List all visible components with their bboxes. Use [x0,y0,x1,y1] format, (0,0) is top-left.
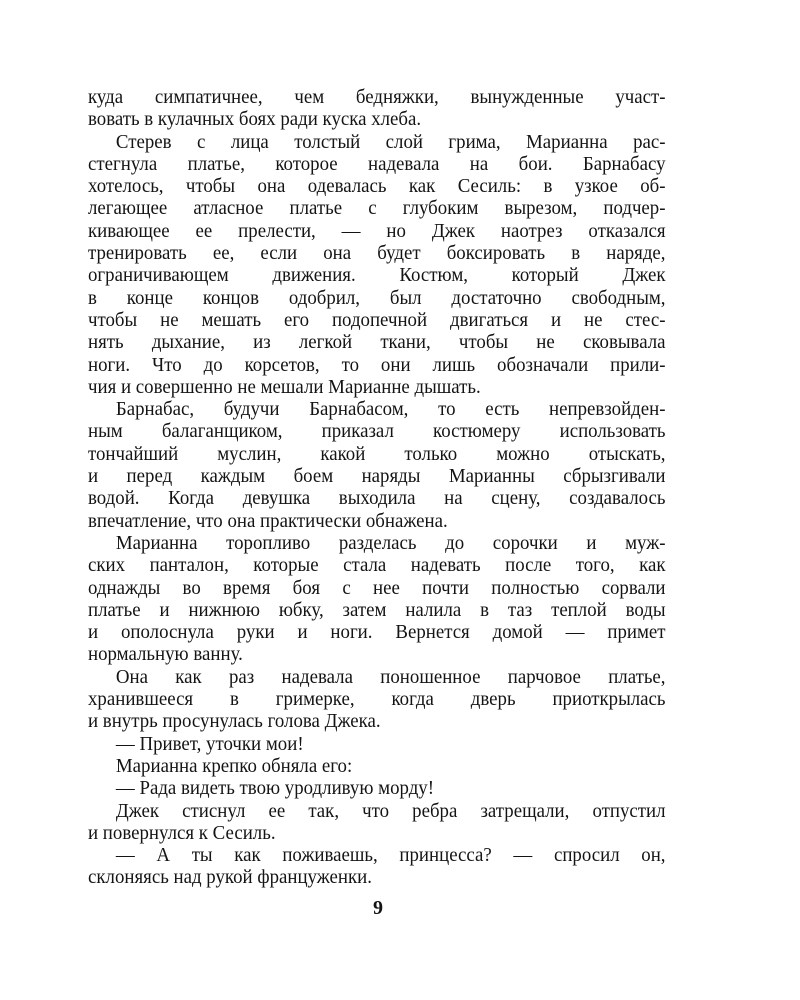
text-line: хотелось, чтобы она одевалась как Сесиль: в узкое об- [88,175,666,198]
text-line: тренировать ее, если она будет боксировать в наряде, [88,242,666,265]
paragraph [88,86,666,131]
text-line: ным балаганщиком, приказал костюмеру использовать [88,420,666,443]
paragraph [88,800,666,845]
text-line: — А ты как поживаешь, принцесса? — спросил он, [115,844,666,867]
page-number: 9 [373,897,383,919]
text-line: — Рада видеть твою уродливую морду! [115,777,435,800]
text-line: нять дыхание, из легкой ткани, чтобы не сковывала [88,331,666,354]
text-line: склоняясь над рукой француженки. [88,866,372,889]
text-line: в конце концов одобрил, был достаточно свободным, [88,286,666,309]
text-line: Марианна торопливо разделась до сорочки и муж- [115,531,666,554]
paragraph [88,733,666,755]
text-line: Марианна крепко обняла его: [115,754,353,777]
text-line: чия и совершенно не мешали Марианне дышать. [88,375,481,398]
text-line: и повернулся к Сесиль. [88,821,276,844]
body-text [88,86,666,889]
text-line: Стерев с лица толстый слой грима, Марианна рас- [115,130,666,153]
paragraph [88,532,666,666]
text-line: Джек стиснул ее так, что ребра затрещали, отпустил [115,799,666,822]
text-line: однажды во время боя с нее почти полностью сорвали [88,576,666,599]
text-line: платье и нижнюю юбку, затем налила в таз теплой воды [88,598,666,621]
text-line: впечатление, что она практически обнажена. [88,509,448,532]
text-line: хранившееся в гримерке, когда дверь приоткрылась [88,688,666,711]
text-line: чтобы не мешать его подопечной двигаться и не стес- [88,308,666,331]
text-line: ских панталон, которые стала надевать после того, как [88,554,666,577]
text-line: легающее атласное платье с глубоким вырезом, подчер- [88,197,666,220]
text-line: Барнабас, будучи Барнабасом, то есть непревзойден- [115,398,666,421]
text-line: нормальную ванну. [88,643,243,666]
text-line: водой. Когда девушка выходила на сцену, создавалось [88,487,666,510]
text-line: кивающее ее прелести, — но Джек наотрез отказался [88,219,666,242]
paragraph [88,777,666,799]
paragraph [88,666,666,733]
text-line: ноги. Что до корсетов, то они лишь обозначали прили- [88,353,666,376]
text-line: стегнула платье, которое надевала на бои. Барнабасу [88,152,666,175]
text-line: куда симпатичнее, чем бедняжки, вынужденные участ- [88,86,666,108]
paragraph [88,398,666,532]
text-line: вовать в кулачных боях ради куска хлеба. [88,108,422,131]
text-line: Она как раз надевала поношенное парчовое платье, [115,665,666,688]
text-line: тончайший муслин, какой только можно отыскать, [88,442,666,465]
text-line: ограничивающем движения. Костюм, который Джек [88,264,666,287]
text-line: и внутрь просунулась голова Джека. [88,710,381,733]
text-line: — Привет, уточки мои! [115,732,304,755]
paragraph [88,131,666,399]
text-line: и перед каждым боем наряды Марианны сбрызгивали [88,465,666,488]
paragraph [88,755,666,777]
paragraph [88,844,666,889]
text-line: и ополоснула руки и ноги. Вернется домой — примет [88,621,666,644]
